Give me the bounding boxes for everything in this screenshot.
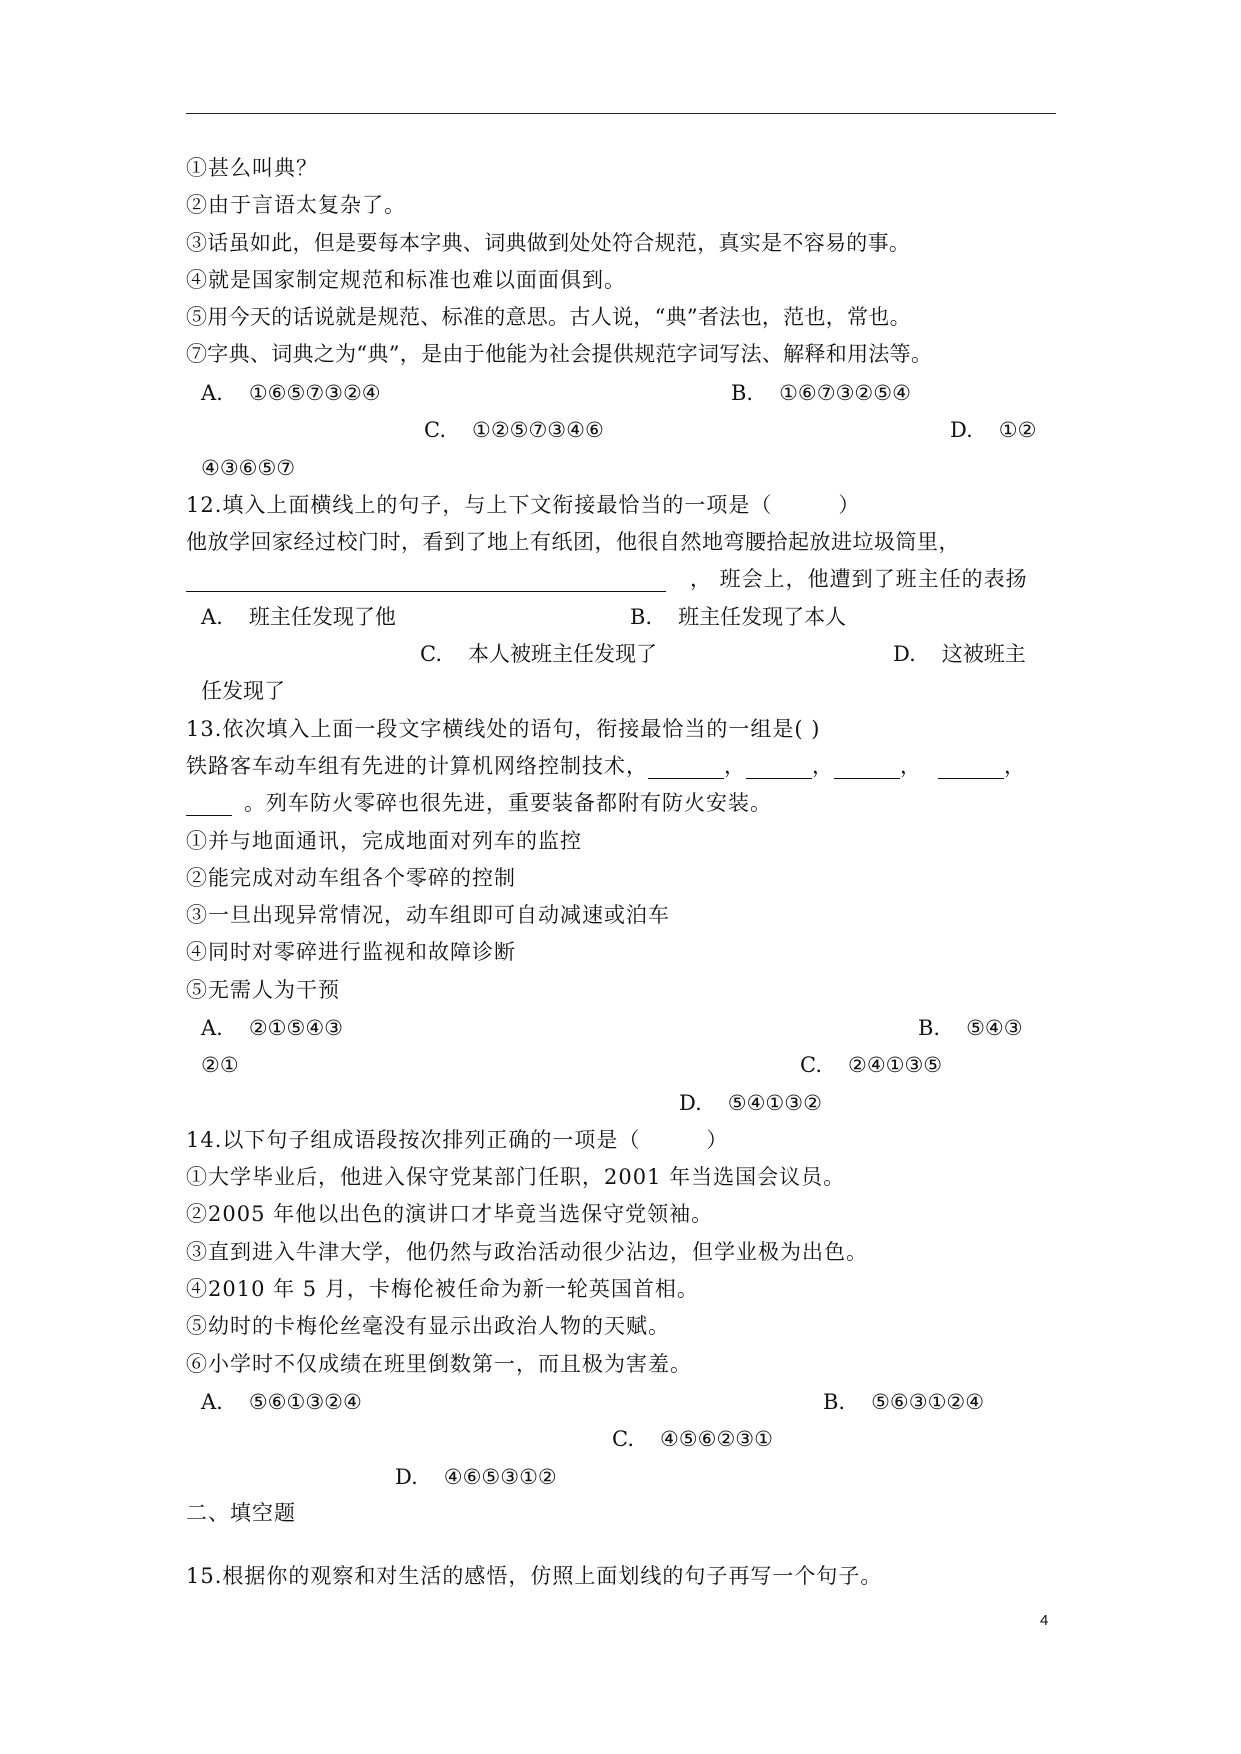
q13-line-1: 铁路客车动车组有先进的计算机网络控制技术， ， ， ， ， <box>186 754 1026 778</box>
option-key: A. <box>201 1390 223 1414</box>
option-key: D. <box>893 642 916 666</box>
option-key: B. <box>918 1016 941 1040</box>
q11-option-b[interactable] <box>731 380 911 406</box>
option-value: ②①⑤④③ <box>248 1016 343 1040</box>
option-key: C. <box>424 418 446 442</box>
option-value: ⑤⑥①③②④ <box>248 1390 362 1414</box>
option-key: D. <box>950 418 973 442</box>
q13-blank-1[interactable] <box>648 756 724 779</box>
q13-line-1-text: 铁路客车动车组有先进的计算机网络控制技术， <box>186 754 648 778</box>
q15-stem: 15.根据你的观察和对生活的感悟，仿照上面划线的句子再写一个句子。 <box>186 1564 883 1588</box>
option-value: 这被班主 <box>941 642 1026 666</box>
option-value: ④⑤⑥②③① <box>660 1427 773 1451</box>
q14-item-5: ⑤幼时的卡梅伦丝毫没有显示出政治人物的天赋。 <box>186 1314 670 1338</box>
page-number: 4 <box>1040 1612 1049 1629</box>
q13-line-2 <box>186 790 772 816</box>
q11-item-4: ④就是国家制定规范和标准也难以面面俱到。 <box>186 268 626 292</box>
q12-option-c[interactable] <box>420 641 657 667</box>
option-value: ④⑥⑤③①② <box>443 1465 557 1489</box>
q13-blank-5[interactable] <box>186 793 232 816</box>
q14-item-4: ④2010 年 5 月，卡梅伦被任命为新一轮英国首相。 <box>186 1277 699 1301</box>
q12-option-d-continued: 任发现了 <box>201 679 285 703</box>
q13-item-4: ④同时对零碎进行监视和故障诊断 <box>186 940 516 964</box>
q14-item-1: ①大学毕业后，他进入保守党某部门任职，2001 年当选国会议员。 <box>186 1165 846 1189</box>
q12-line-2 <box>186 566 1028 592</box>
q12-line-1: 他放学回家经过校门时，看到了地上有纸团，他很自然地弯腰拾起放进垃圾筒里， <box>186 530 960 554</box>
option-value: ②④①③⑤ <box>848 1053 943 1077</box>
q13-stem: 13.依次填入上面一段文字横线处的语句，衔接最恰当的一组是( ) <box>186 717 821 741</box>
q13-item-1: ①并与地面通讯，完成地面对列车的监控 <box>186 829 582 853</box>
q11-item-1: ①甚么叫典？ <box>186 156 318 180</box>
q12-option-d[interactable] <box>893 641 1026 667</box>
option-key: B. <box>731 381 754 405</box>
q14-option-c[interactable] <box>612 1426 773 1452</box>
q13-blank-4[interactable] <box>938 756 1004 779</box>
q11-option-d-continued: ④③⑥⑤⑦ <box>201 456 296 480</box>
option-key: A. <box>201 381 223 405</box>
option-value: 班主任发现了他 <box>248 605 396 629</box>
q11-item-6: ⑦字典、词典之为“典”，是由于他能为社会提供规范字词写法、解释和用法等。 <box>186 342 933 366</box>
option-key: B. <box>630 605 653 629</box>
header-rule <box>186 113 1056 114</box>
section-title: 二、填空题 <box>186 1501 296 1525</box>
option-value: 本人被班主任发现了 <box>468 642 657 666</box>
q13-item-5: ⑤无需人为干预 <box>186 978 340 1002</box>
option-key: B. <box>823 1390 846 1414</box>
option-key: C. <box>420 642 442 666</box>
option-value: ⑤④①③② <box>727 1091 822 1115</box>
option-value: ①②⑤⑦③④⑥ <box>472 418 604 442</box>
q14-stem: 14.以下句子组成语段按次排列正确的一项是（ ） <box>186 1128 729 1152</box>
q14-item-6: ⑥小学时不仅成绩在班里倒数第一，而且极为害羞。 <box>186 1352 692 1376</box>
q13-item-3: ③一旦出现异常情况，动车组即可自动减速或泊车 <box>186 903 670 927</box>
q13-option-b-continued: ②① <box>201 1053 239 1077</box>
q11-option-d[interactable] <box>950 417 1036 443</box>
option-key: A. <box>201 605 223 629</box>
option-value: ⑤④③ <box>966 1016 1023 1040</box>
q13-item-2: ②能完成对动车组各个零碎的控制 <box>186 866 516 890</box>
option-key: A. <box>201 1016 223 1040</box>
q14-item-2: ②2005 年他以出色的演讲口才毕竟当选保守党领袖。 <box>186 1202 714 1226</box>
q13-blank-3[interactable] <box>834 756 900 779</box>
q12-answer-blank[interactable] <box>186 569 666 592</box>
q12-stem: 12.填入上面横线上的句子，与上下文衔接最恰当的一项是（ ） <box>186 493 861 517</box>
q12-option-b[interactable] <box>630 604 846 630</box>
q13-option-c[interactable] <box>800 1052 942 1078</box>
option-key: C. <box>800 1053 822 1077</box>
option-value: 班主任发现了本人 <box>678 605 847 629</box>
q14-item-3: ③直到进入牛津大学，他仍然与政治活动很少沾边，但学业极为出色。 <box>186 1240 868 1264</box>
option-value: ①② <box>998 418 1037 442</box>
q11-item-3: ③话虽如此，但是要每本字典、词典做到处处符合规范，真实是不容易的事。 <box>186 231 911 255</box>
option-key: D. <box>395 1465 418 1489</box>
option-value: ⑤⑥③①②④ <box>871 1390 985 1414</box>
option-key: D. <box>679 1091 702 1115</box>
option-value: ①⑥⑤⑦③②④ <box>248 381 381 405</box>
q13-option-d[interactable] <box>679 1090 822 1116</box>
q11-item-2: ②由于言语太复杂了。 <box>186 193 406 217</box>
option-key: C. <box>612 1427 634 1451</box>
q12-option-a[interactable] <box>201 604 396 630</box>
option-value: ①⑥⑦③②⑤④ <box>779 381 911 405</box>
q11-item-5: ⑤用今天的话说就是规范、标准的意思。古人说，“典”者法也，范也，常也。 <box>186 305 911 329</box>
q14-option-b[interactable] <box>823 1389 984 1415</box>
q13-option-b[interactable] <box>918 1015 1023 1041</box>
q14-option-a[interactable] <box>201 1389 362 1415</box>
q13-option-a[interactable] <box>201 1015 343 1041</box>
q13-line-2-text: 。列车防火零碎也很先进，重要装备都附有防火安装。 <box>244 791 772 815</box>
q11-option-c[interactable] <box>424 417 604 443</box>
q12-line-2-text: ， 班会上，他遭到了班主任的表扬 <box>690 567 1028 591</box>
q11-option-a[interactable] <box>201 380 381 406</box>
q13-blank-2[interactable] <box>746 756 812 779</box>
q14-option-d[interactable] <box>395 1464 557 1490</box>
